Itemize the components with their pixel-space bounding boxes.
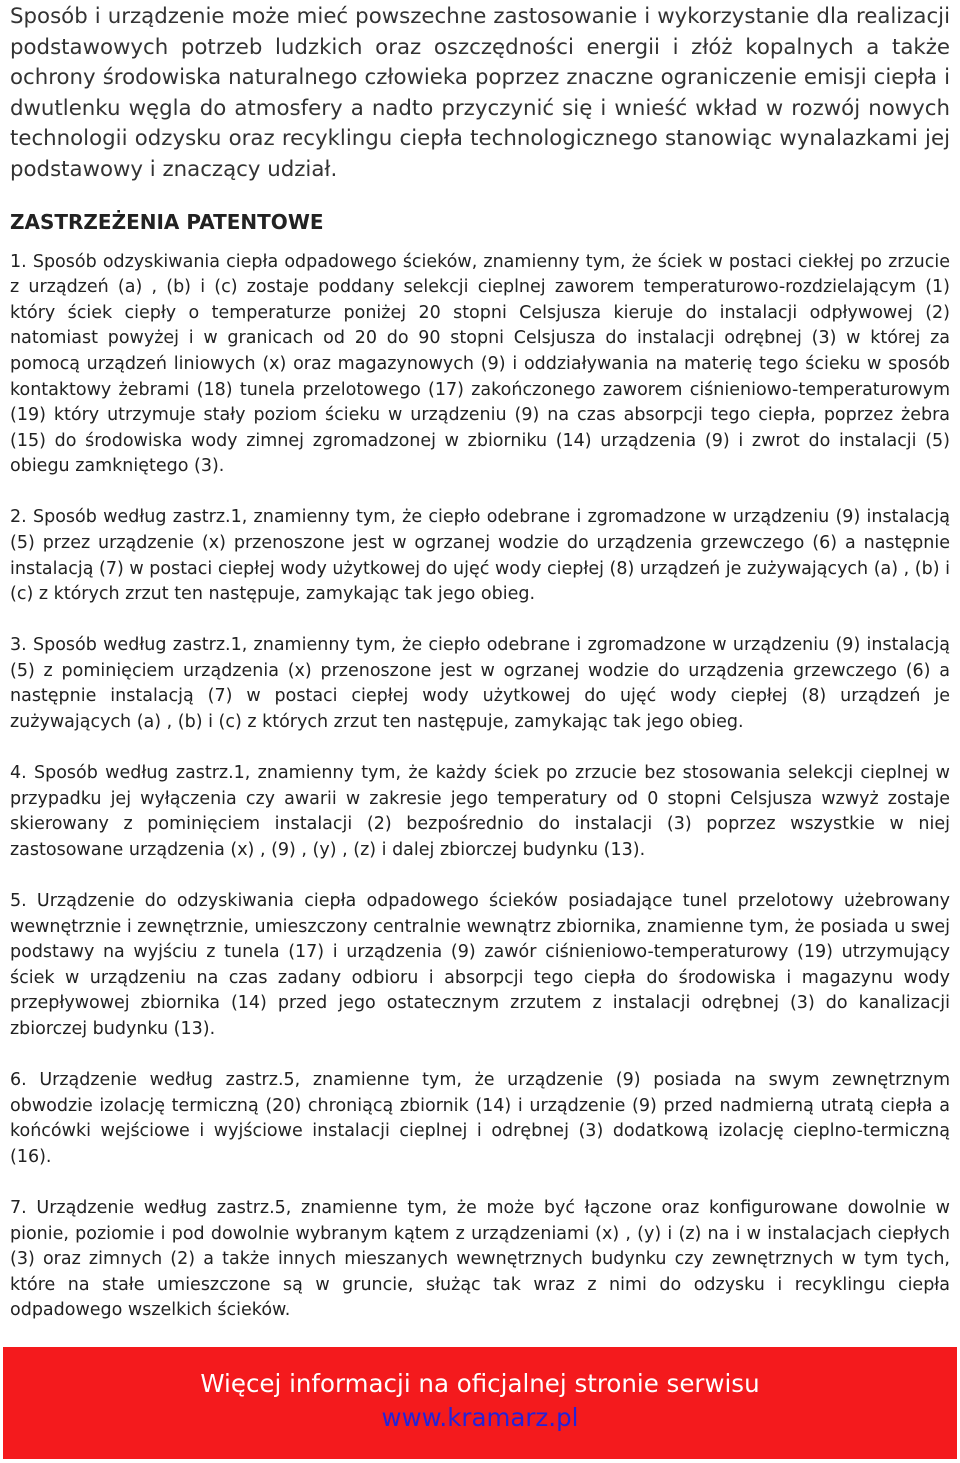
claim-3: 3. Sposób według zastrz.1, znamienny tym, że ciepło odebrane i zgromadzone w urządzeniu (9) instalacją (5) z pominięciem urządzenia (x) przenoszone jest w ogrzanej wodzie do urządzenia grzewczego (6) a następnie instalacją (7) w postaci ciepłej wody użytkowej do ujęć wody ciepłej (8) urządzeń je zużywających (a) , (b) i (c) z których zrzut ten następuje, zamykając tak jego obieg. bbox=[10, 635, 950, 733]
claim-6: 6. Urządzenie według zastrz.5, znamienne tym, że urządzenie (9) posiada na swym zewnętrznym obwodzie izolację termiczną (20) chroniącą zbiornik (14) i urządzenie (9) przed nadmierną utratą ciepła a końcówki wejściowe i wyjściowe instalacji cieplnej i odrębnej (3) dodatkową izolację cieplno-termiczną (16). bbox=[10, 1070, 950, 1167]
footer-banner bbox=[3, 1347, 957, 1459]
footer-website-link[interactable]: www.kramarz.pl bbox=[381, 1403, 579, 1432]
intro-paragraph: Sposób i urządzenie może mieć powszechne zastosowanie i wykorzystanie dla realizacji podstawowych potrzeb ludzkich oraz oszczędności energii i złóż kopalnych a także ochrony środowiska naturalnego człowieka poprzez znaczne ograniczenie emisji ciepła i dwutlenku węgla do atmosfery a nadto przyczynić się i wnieść wkład w rozwój nowych technologii odzysku oraz recyklingu ciepła technologicznego stanowiąc wynalazkami jej podstawowy i znaczący udział. bbox=[10, 4, 950, 182]
claim-2: 2. Sposób według zastrz.1, znamienny tym, że ciepło odebrane i zgromadzone w urządzeniu (9) instalacją (5) przez urządzenie (x) przenoszone jest w ogrzanej wodzie do urządzenia grzewczego (6) a następnie instalacją (7) w postaci ciepłej wody użytkowej do ujęć wody ciepłej (8) urządzeń je zużywających (a) , (b) i (c) z których zrzut ten następuje, zamykając tak jego obieg. bbox=[10, 507, 950, 605]
document-page bbox=[10, 0, 950, 1349]
footer-info-text: Więcej informacji na oficjalnej stronie serwisu bbox=[200, 1369, 760, 1398]
claim-5: 5. Urządzenie do odzyskiwania ciepła odpadowego ścieków posiadające tunel przelotowy użebrowany wewnętrznie i zewnętrznie, umieszczony centralnie wewnątrz zbiornika, znamienne tym, że posiada u swej podstawy na wyjściu z tunela (17) i urządzenia (9) zawór ciśnieniowo-temperaturowy (19) utrzymujący ściek w urządzeniu na czas zadany odbioru i absorpcji tego ciepła do środowiska i magazynu wody przepływowej zbiornika (14) przed jego ostatecznym zrzutem z instalacji odrębnej (3) do kanalizacji zbiorczej budynku (13). bbox=[10, 891, 950, 1039]
claim-1: 1. Sposób odzyskiwania ciepła odpadowego ścieków, znamienny tym, że ściek w postaci ciekłej po zrzucie z urządzeń (a) , (b) i (c) zostaje poddany selekcji cieplnej zaworem temperaturowo-rozdzielającym (1) który ściek ciepły o temperaturze poniżej 20 stopni Celsjusza kieruje do instalacji odpływowej (2) natomiast powyżej i w granicach od 20 do 90 stopni Celsjusza do instalacji odrębnej (3) w której za pomocą urządzeń liniowych (x) oraz magazynowych (9) i oddziaływania na materię tego ścieku w sposób kontaktowy żebrami (18) tunela przelotowego (17) zakończonego zaworem ciśnieniowo-temperaturowym (19) który utrzymuje stały poziom ścieku w urządzeniu (9) na czas absorpcji tego ciepła, poprzez żebra (15) do środowiska wody zimnej zgromadzonej w zbiorniku (14) urządzenia (9) i zwrot do instalacji (5) obiegu zamkniętego (3). bbox=[10, 251, 950, 477]
claims-list bbox=[10, 250, 950, 1324]
section-heading: ZASTRZEŻENIA PATENTOWE bbox=[10, 209, 324, 234]
claim-4: 4. Sposób według zastrz.1, znamienny tym, że każdy ściek po zrzucie bez stosowania selekcji cieplnej w przypadku jej wyłączenia czy awarii w zakresie jego temperatury od 0 stopni Celsjusza wzwyż zostaje skierowany z pominięciem instalacji (2) bezpośrednio do instalacji (3) poprzez wszystkie w niej zastosowane urządzenia (x) , (9) , (y) , (z) i dalej zbiorczej budynku (13). bbox=[10, 763, 950, 860]
claim-7: 7. Urządzenie według zastrz.5, znamienne tym, że może być łączone oraz konfigurowane dowolnie w pionie, poziomie i pod dowolnie wybranym kątem z urządzeniami (x) , (y) i (z) na i w instalacjach ciepłych (3) oraz zimnych (2) a także innych mieszanych wewnętrznych budynku czy zewnętrznych w tym tych, które na stałe umieszczone są w gruncie, służąc tak wraz z nimi do odzysku i recyklingu ciepła odpadowego wszelkich ścieków. bbox=[10, 1197, 950, 1321]
